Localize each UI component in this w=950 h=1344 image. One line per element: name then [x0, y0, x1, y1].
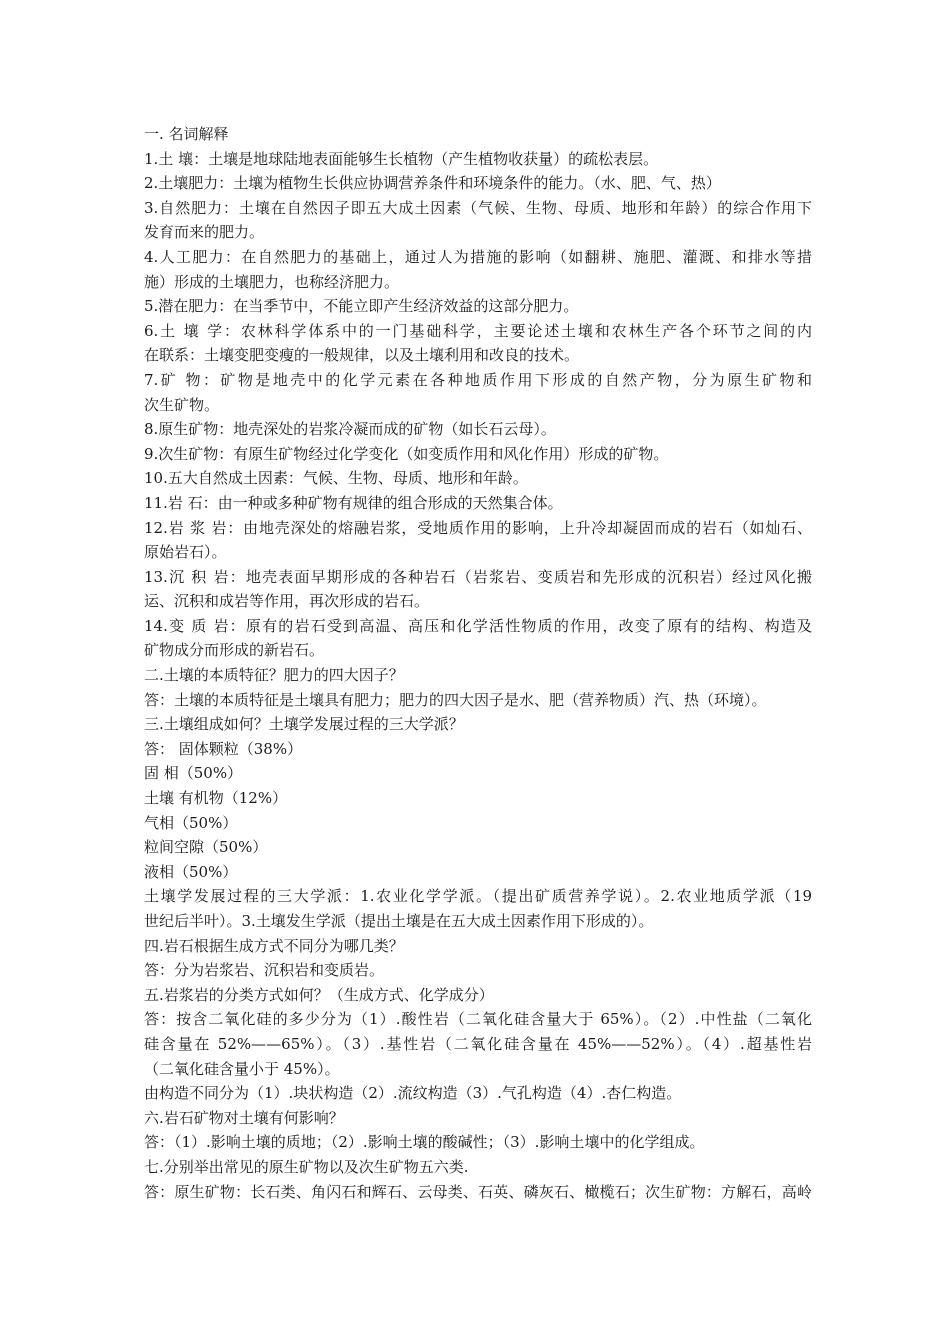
section-heading-3: 三.土壤组成如何？土壤学发展过程的三大学派？ — [144, 715, 464, 734]
text-line: 在联系：土壤变肥变瘦的一般规律，以及土壤利用和改良的技术。 — [144, 346, 580, 365]
text-line: 土壤 有机物（12%） — [144, 789, 288, 808]
section-heading-4: 四.岩石根据生成方式不同分为哪几类？ — [144, 936, 404, 955]
section-heading-6: 六.岩石矿物对土壤有何影响？ — [144, 1108, 344, 1127]
text-line: 8.原生矿物：地壳深处的岩浆冷凝而成的矿物（如长石云母）。 — [144, 420, 556, 439]
text-line: 答：分为岩浆岩、沉积岩和变质岩。 — [144, 961, 385, 980]
text-line: 1.土 壤：土壤是地球陆地表面能够生长植物（产生植物收获量）的疏松表层。 — [144, 149, 659, 168]
text-line: 土壤学发展过程的三大学派：1.农业化学学派。（提出矿质营养学说）。2.农业地质学派（19 — [144, 887, 812, 906]
text-line: 粒间空隙（50%） — [144, 838, 268, 857]
text-line: 发育而来的肥力。 — [144, 223, 265, 242]
text-line: 次生矿物。 — [144, 395, 220, 414]
text-line: 12.岩 浆 岩：由地壳深处的熔融岩浆，受地质作用的影响，上升冷却凝固而成的岩石（如灿石、 — [144, 518, 812, 537]
section-heading-1: 一. 名词解释 — [144, 125, 229, 143]
text-line: 答：原生矿物：长石类、角闪石和辉石、云母类、石英、磷灰石、橄榄石；次生矿物：方解石，高岭 — [144, 1182, 812, 1201]
text-line: 矿物成分而形成的新岩石。 — [144, 641, 325, 660]
text-line: 答：按含二氧化硅的多少分为（1）.酸性岩（二氧化硅含量大于 65%）。（2）.中性盐（二氧化 — [144, 1010, 812, 1029]
text-line: 6.土 壤 学：农林科学体系中的一门基础科学，主要论述土壤和农林生产各个环节之间的内 — [144, 321, 812, 340]
text-line: 答： 固体颗粒（38%） — [144, 739, 303, 758]
text-line: 世纪后半叶）。3.土壤发生学派（提出土壤是在五大成土因素作用下形成的）。 — [144, 912, 654, 930]
text-line: 液相（50%） — [144, 862, 238, 881]
section-heading-7: 七.分别举出常见的原生矿物以及次生矿物五六类. — [144, 1157, 469, 1176]
text-line: 2.土壤肥力：土壤为植物生长供应协调营养条件和环境条件的能力。（水、肥、气、热） — [144, 174, 721, 193]
text-line: 由构造不同分为（1）.块状构造（2）.流纹构造（3）.气孔构造（4）.杏仁构造。 — [144, 1084, 682, 1103]
text-line: 11.岩 石：由一种或多种矿物有规律的组合形成的天然集合体。 — [144, 493, 563, 512]
text-line: 13.沉 积 岩：地壳表面早期形成的各种岩石（岩浆岩、变质岩和先形成的沉积岩）经过风化搬 — [144, 567, 812, 586]
text-line: 答：土壤的本质特征是土壤具有肥力；肥力的四大因子是水、肥（营养物质）汽、热（环境）。 — [144, 690, 767, 709]
text-line: 硅含量在 52%——65%）。（3）.基性岩（二氧化硅含量在 45%——52%）。（4）.超基性岩 — [144, 1034, 812, 1053]
text-line: 答：（1）.影响土壤的质地；（2）.影响土壤的酸碱性；（3）.影响土壤中的化学组成。 — [144, 1133, 705, 1152]
text-line: 固 相（50%） — [144, 764, 243, 783]
text-line: 14.变 质 岩：原有的岩石受到高温、高压和化学活性物质的作用，改变了原有的结构、构造及 — [144, 616, 812, 635]
text-line: 5.潜在肥力：在当季节中，不能立即产生经济效益的这部分肥力。 — [144, 297, 579, 316]
text-line: 9.次生矿物：有原生矿物经过化学变化（如变质作用和风化作用）形成的矿物。 — [144, 444, 669, 463]
text-line: 气相（50%） — [144, 813, 238, 832]
text-line: 原始岩石）。 — [144, 543, 227, 562]
section-heading-5: 五.岩浆岩的分类方式如何？（生成方式、化学成分） — [144, 985, 494, 1004]
text-line: 4.人工肥力：在自然肥力的基础上，通过人为措施的影响（如翻耕、施肥、灌溉、和排水等措 — [144, 247, 812, 266]
text-line: 3.自然肥力：土壤在自然因子即五大成土因素（气候、生物、母质、地形和年龄）的综合作用下 — [144, 198, 812, 217]
document-body — [144, 122, 812, 1204]
text-line: （二氧化硅含量小于 45%）。 — [144, 1059, 340, 1078]
text-line: 7.矿 物：矿物是地壳中的化学元素在各种地质作用下形成的自然产物，分为原生矿物和 — [144, 370, 812, 389]
text-line: 施）形成的土壤肥力，也称经济肥力。 — [144, 272, 400, 291]
section-heading-2: 二.土壤的本质特征？肥力的四大因子？ — [144, 666, 404, 685]
text-line: 运、沉积和成岩等作用，再次形成的岩石。 — [144, 592, 430, 611]
text-line: 10.五大自然成土因素：气候、生物、母质、地形和年龄。 — [144, 469, 528, 488]
